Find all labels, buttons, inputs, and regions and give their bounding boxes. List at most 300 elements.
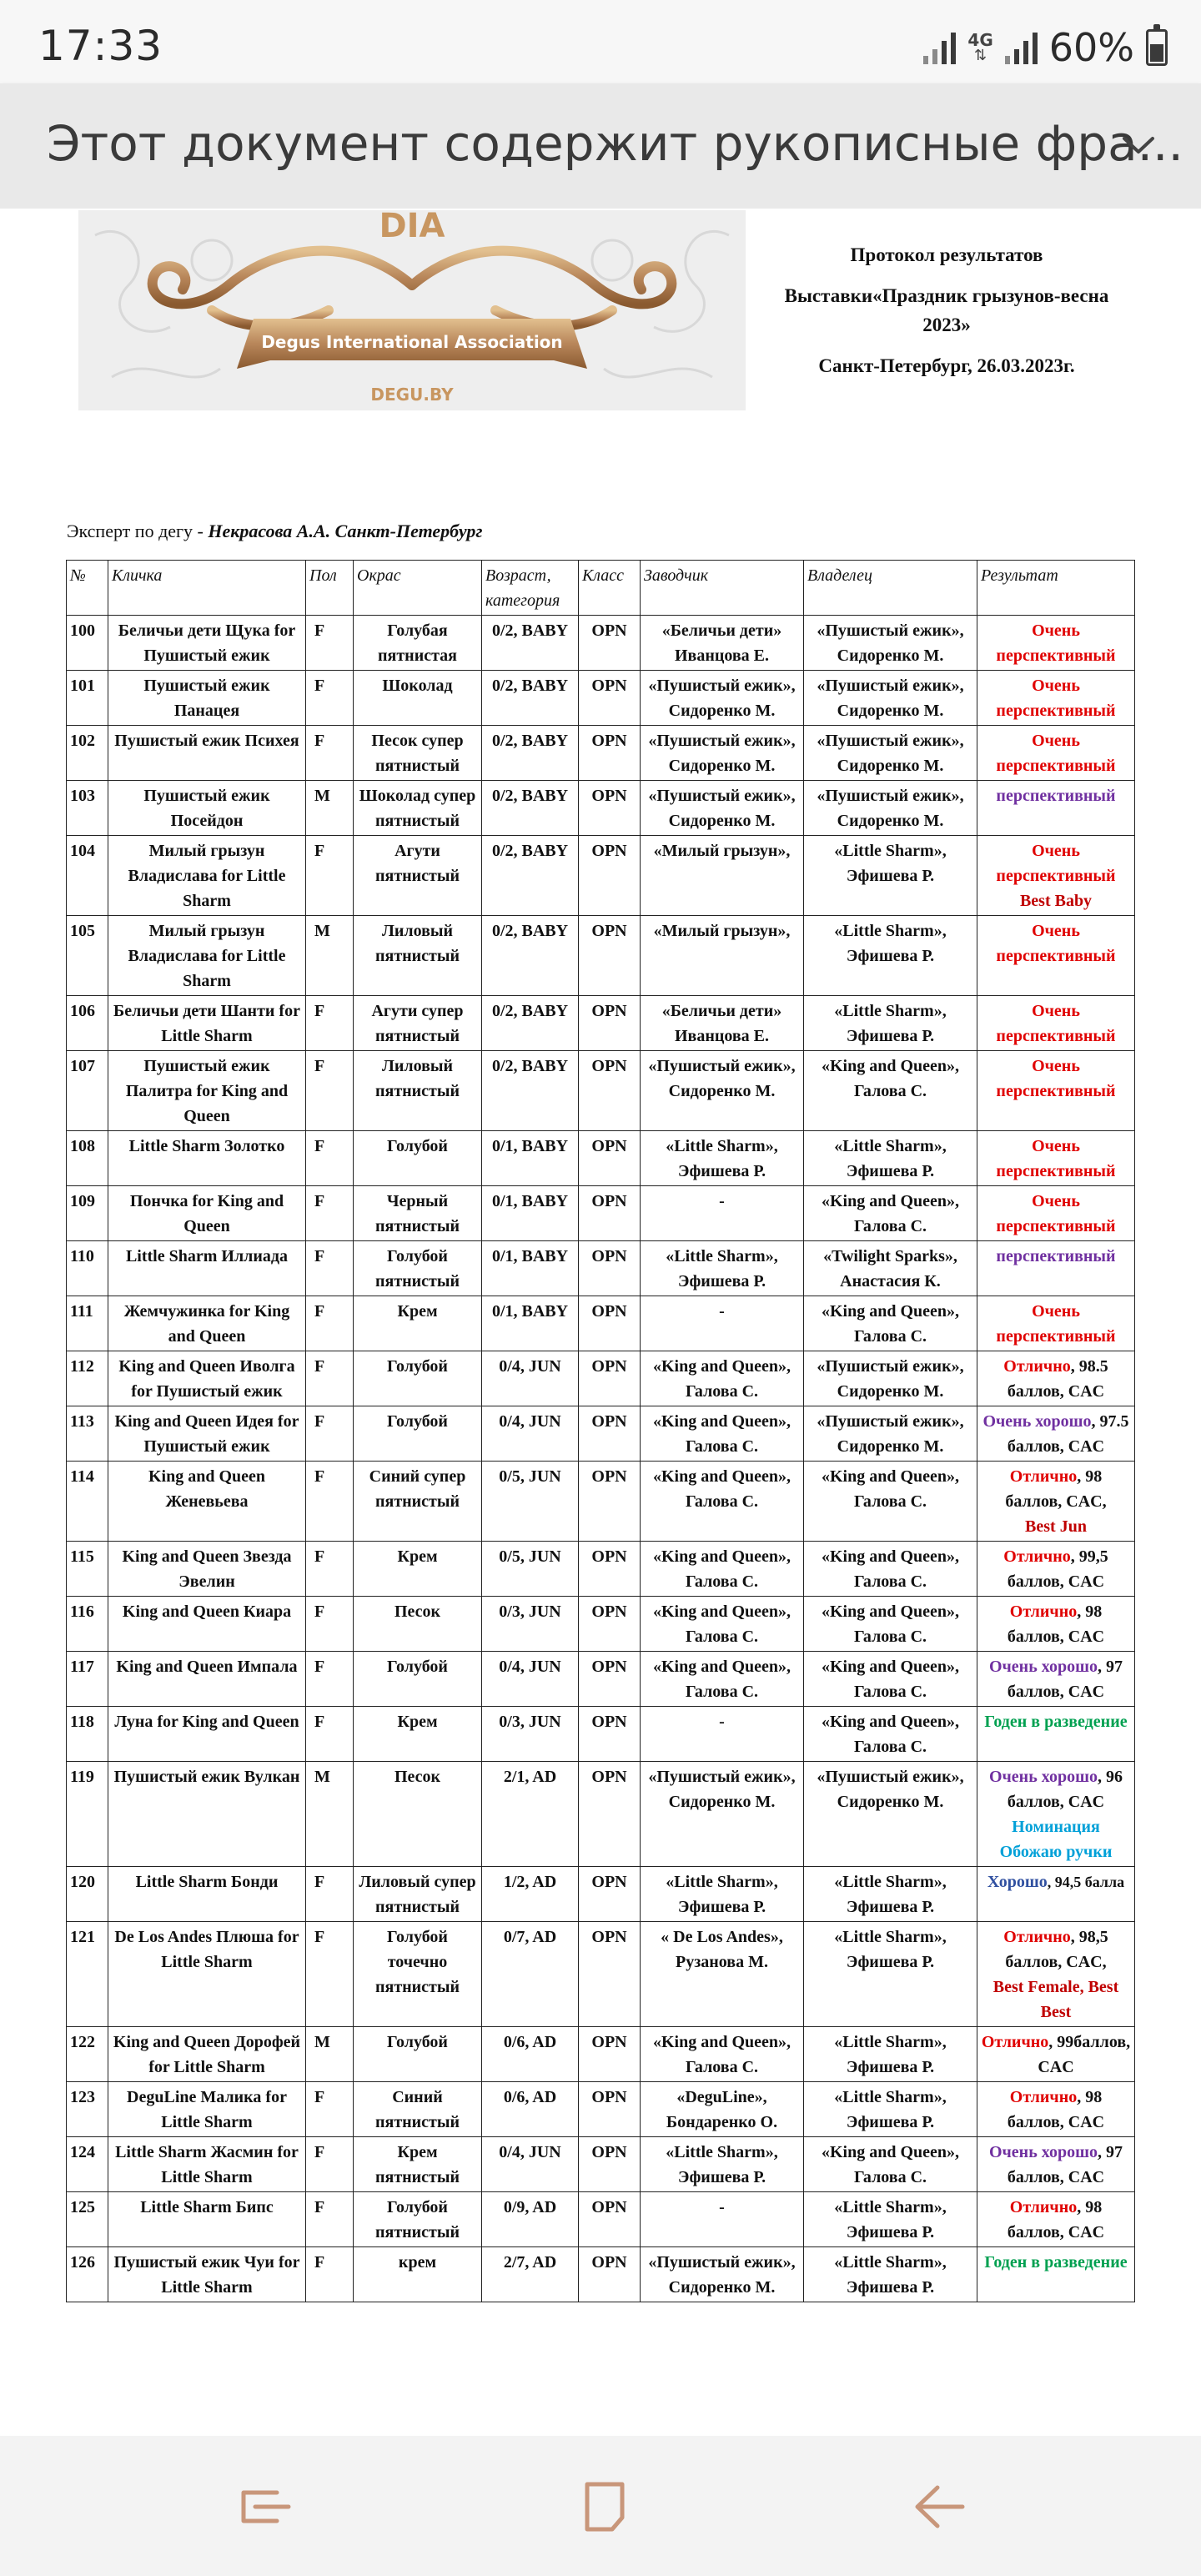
table-row [67,1241,1135,1296]
row-age: 0/2, BABY [482,996,579,1051]
row-name: Пушистый ежик Психея [108,726,306,781]
row-color: Крем пятнистый [354,2137,482,2192]
row-class: OPN [579,2192,641,2247]
table-row [67,2027,1135,2082]
row-class: OPN [579,996,641,1051]
result-segment: перспективный [996,1247,1116,1265]
table-row [67,2137,1135,2192]
row-class: OPN [579,1542,641,1597]
row-num: 124 [67,2137,108,2192]
row-sex: F [306,1707,354,1762]
row-num: 105 [67,916,108,996]
row-class: OPN [579,671,641,726]
row-age: 0/2, BABY [482,781,579,836]
table-row [67,1296,1135,1351]
result-segment: Очень перспективный [996,922,1116,965]
row-color: Лиловый пятнистый [354,916,482,996]
row-sex: M [306,916,354,996]
status-bar [0,0,1201,83]
row-age: 0/2, BABY [482,836,579,916]
result-segment: Отлично [1009,1602,1078,1621]
row-name: King and Queen Киара [108,1597,306,1652]
row-color: Агути пятнистый [354,836,482,916]
row-color: Лиловый пятнистый [354,1051,482,1131]
expert-name: Некрасова А.А. Санкт-Петербург [208,521,483,541]
header-line-2: Выставки«Праздник грызунов-весна [784,285,1109,306]
result-segment: , 99,5 баллов, CAC [1007,1547,1108,1591]
row-class: OPN [579,616,641,671]
result-segment: , 98 баллов, CAC [1007,2088,1105,2131]
row-num: 122 [67,2027,108,2082]
protocol-header [767,240,1126,380]
result-segment: , 98 баллов, CAC, [1005,1467,1107,1511]
row-age: 0/2, BABY [482,916,579,996]
table-row [67,836,1135,916]
row-breeder: «DeguLine», Бондаренко О. [641,2082,804,2137]
row-color: Песок супер пятнистый [354,726,482,781]
row-breeder: - [641,2192,804,2247]
row-breeder: « De Los Andes», Рузанова М. [641,1922,804,2027]
row-num: 100 [67,616,108,671]
row-breeder: «Пушистый ежик», Сидоренко М. [641,726,804,781]
row-breeder: «King and Queen», Галова С. [641,1597,804,1652]
row-sex: F [306,1241,354,1296]
battery-percent: 60% [1048,25,1134,70]
row-name: King and Queen Импала [108,1652,306,1707]
row-num: 107 [67,1051,108,1131]
table-row [67,2082,1135,2137]
row-age: 0/5, JUN [482,1462,579,1542]
row-name: Милый грызун Владислава for Little Sharm [108,916,306,996]
row-result [977,996,1135,1051]
row-age: 0/3, JUN [482,1707,579,1762]
row-breeder: «Милый грызун», [641,916,804,996]
row-color: Синий пятнистый [354,2082,482,2137]
row-owner: «Little Sharm», Эфишева Р. [804,1922,977,2027]
row-result [977,2027,1135,2082]
signal-icon-2 [1005,31,1038,64]
row-age: 0/3, JUN [482,1597,579,1652]
row-owner: «Little Sharm», Эфишева Р. [804,2247,977,2302]
row-result [977,726,1135,781]
result-segment: Отлично [1003,1547,1071,1566]
row-num: 109 [67,1186,108,1241]
row-sex: F [306,1597,354,1652]
row-sex: M [306,2027,354,2082]
recent-apps-icon[interactable] [229,2469,304,2544]
table-row [67,726,1135,781]
row-owner: «Twilight Sparks», Анастасия К. [804,1241,977,1296]
result-segment: , 97 баллов, CAC [1007,1658,1123,1701]
row-age: 0/1, BABY [482,1296,579,1351]
row-color: Песок [354,1597,482,1652]
row-age: 0/2, BABY [482,671,579,726]
row-color: Шоколад [354,671,482,726]
chevron-down-icon[interactable] [1109,117,1168,175]
table-row [67,1597,1135,1652]
row-age: 0/4, JUN [482,2137,579,2192]
row-class: OPN [579,1186,641,1241]
row-breeder: «King and Queen», Галова С. [641,2027,804,2082]
row-result [977,1186,1135,1241]
row-age: 0/6, AD [482,2027,579,2082]
table-row [67,2247,1135,2302]
row-name: King and Queen Иволга for Пушистый ежик [108,1351,306,1406]
row-result [977,1051,1135,1131]
row-class: OPN [579,2247,641,2302]
row-owner: «Little Sharm», Эфишева Р. [804,996,977,1051]
table-row [67,1707,1135,1762]
row-class: OPN [579,781,641,836]
row-age: 0/2, BABY [482,616,579,671]
row-class: OPN [579,1406,641,1462]
row-sex: M [306,781,354,836]
result-segment: Номинация Обожаю ручки [999,1818,1113,1861]
row-name: King and Queen Идея for Пушистый ежик [108,1406,306,1462]
row-breeder: «Пушистый ежик», Сидоренко М. [641,781,804,836]
row-breeder: «Пушистый ежик», Сидоренко М. [641,2247,804,2302]
result-segment: Best Female, Best Best [992,1978,1119,2021]
row-result [977,1296,1135,1351]
col-header-breeder: Заводчик [641,561,804,616]
row-owner: «King and Queen», Галова С. [804,1296,977,1351]
row-result [977,1406,1135,1462]
row-num: 101 [67,671,108,726]
row-num: 102 [67,726,108,781]
row-owner: «Little Sharm», Эфишева Р. [804,2192,977,2247]
row-result [977,916,1135,996]
row-sex: F [306,1652,354,1707]
row-age: 0/6, AD [482,2082,579,2137]
row-name: Little Sharm Бипс [108,2192,306,2247]
row-breeder: - [641,1296,804,1351]
table-row [67,996,1135,1051]
row-class: OPN [579,1597,641,1652]
row-age: 0/2, BABY [482,726,579,781]
row-sex: M [306,1762,354,1867]
row-breeder: «Пушистый ежик», Сидоренко М. [641,1051,804,1131]
row-color: Голубой точечно пятнистый [354,1922,482,2027]
result-segment: , 98 баллов, CAC [1007,2198,1105,2241]
row-age: 2/1, AD [482,1762,579,1867]
expert-label: Эксперт по дегу - [67,521,204,541]
row-breeder: «Пушистый ежик», Сидоренко М. [641,671,804,726]
row-owner: «Пушистый ежик», Сидоренко М. [804,1406,977,1462]
data-arrows-icon: ⇅ [974,47,987,64]
result-segment: Очень перспективный [996,1057,1116,1100]
row-color: Голубая пятнистая [354,616,482,671]
row-result [977,1241,1135,1296]
col-header-result: Результат [977,561,1135,616]
row-age: 0/1, BABY [482,1131,579,1186]
table-row [67,1652,1135,1707]
result-segment: Отлично [981,2033,1049,2051]
result-segment: Отлично [1009,1467,1078,1486]
row-color: Крем [354,1542,482,1597]
row-age: 0/2, BABY [482,1051,579,1131]
result-segment: Очень перспективный [996,1302,1116,1346]
row-num: 104 [67,836,108,916]
table-row [67,1462,1135,1542]
row-num: 118 [67,1707,108,1762]
result-segment: , 97 баллов, CAC [1007,2143,1123,2186]
row-breeder: «Милый грызун», [641,836,804,916]
row-name: King and Queen Звезда Эвелин [108,1542,306,1597]
result-segment: , 98 баллов, CAC [1007,1602,1105,1646]
result-segment: , 99баллов, CAC [1038,2033,1131,2076]
row-name: King and Queen Дорофей for Little Sharm [108,2027,306,2082]
result-segment: Очень перспективный [996,842,1116,885]
col-header-color: Окрас [354,561,482,616]
row-breeder: «King and Queen», Галова С. [641,1542,804,1597]
result-segment: Очень хорошо [988,1768,1098,1786]
result-segment: Очень хорошо [988,2143,1098,2161]
row-sex: F [306,1051,354,1131]
row-sex: F [306,1462,354,1542]
result-segment: Отлично [1003,1357,1071,1376]
row-result [977,1762,1135,1867]
row-name: Little Sharm Иллиада [108,1241,306,1296]
row-num: 126 [67,2247,108,2302]
row-sex: F [306,836,354,916]
row-color: Шоколад супер пятнистый [354,781,482,836]
status-indicators [923,25,1168,70]
result-segment: Best Jun [1025,1517,1087,1536]
row-age: 2/7, AD [482,2247,579,2302]
results-table [66,560,1135,2302]
row-name: De Los Andes Плюша for Little Sharm [108,1922,306,2027]
row-breeder: «King and Queen», Галова С. [641,1406,804,1462]
col-header-name: Кличка [108,561,306,616]
row-owner: «King and Queen», Галова С. [804,1652,977,1707]
row-result [977,1462,1135,1542]
result-segment: , 98.5 баллов, CAC [1007,1357,1108,1401]
row-owner: «King and Queen», Галова С. [804,1186,977,1241]
row-class: OPN [579,1131,641,1186]
row-color: Крем [354,1707,482,1762]
row-result [977,2192,1135,2247]
result-segment: Годен в разведение [984,1713,1128,1731]
network-type-label: 4G [967,30,993,50]
row-color: Голубой [354,1351,482,1406]
result-segment: Очень хорошо [988,1658,1098,1676]
row-owner: «Little Sharm», Эфишева Р. [804,916,977,996]
row-result [977,1597,1135,1652]
row-result [977,2137,1135,2192]
home-icon[interactable] [567,2469,642,2544]
result-segment: Best Baby [1019,892,1093,910]
row-name: Пушистый ежик Посейдон [108,781,306,836]
row-owner: «Little Sharm», Эфишева Р. [804,2027,977,2082]
row-result [977,1867,1135,1922]
result-segment: Очень перспективный [996,1192,1116,1235]
table-body [67,616,1135,2302]
logo-brand-text: DIA [379,210,445,245]
row-owner: «King and Queen», Галова С. [804,1707,977,1762]
row-result [977,2247,1135,2302]
row-color: Лиловый супер пятнистый [354,1867,482,1922]
row-breeder: «Беличьи дети» Иванцова Е. [641,616,804,671]
result-segment: Отлично [1009,2198,1078,2216]
row-num: 115 [67,1542,108,1597]
table-row [67,916,1135,996]
result-segment: Отлично [1009,2088,1078,2106]
row-name: Пушистый ежик Панацея [108,671,306,726]
result-segment: Очень перспективный [996,1002,1116,1045]
row-age: 0/7, AD [482,1922,579,2027]
row-breeder: «King and Queen», Галова С. [641,1462,804,1542]
result-segment: перспективный [996,787,1116,805]
row-class: OPN [579,1051,641,1131]
row-breeder: «Little Sharm», Эфишева Р. [641,1131,804,1186]
row-sex: F [306,2082,354,2137]
result-segment: Очень перспективный [996,621,1116,665]
result-segment: , 98,5 баллов, CAC, [1005,1928,1108,1971]
row-color: Голубой [354,1652,482,1707]
expert-line [67,521,482,542]
table-row [67,1867,1135,1922]
table-row [67,2192,1135,2247]
row-class: OPN [579,1707,641,1762]
row-sex: F [306,1131,354,1186]
row-owner: «Little Sharm», Эфишева Р. [804,2082,977,2137]
row-result [977,1131,1135,1186]
row-owner: «King and Queen», Галова С. [804,1051,977,1131]
row-color: Голубой [354,1406,482,1462]
row-class: OPN [579,1762,641,1867]
table-header-row [67,561,1135,616]
table-row [67,1542,1135,1597]
row-class: OPN [579,2082,641,2137]
row-breeder: «Беличьи дети» Иванцова Е. [641,996,804,1051]
row-age: 0/1, BABY [482,1186,579,1241]
col-header-age: Возраст, категория [482,561,579,616]
row-class: OPN [579,2027,641,2082]
row-name: Little Sharm Золотко [108,1131,306,1186]
result-segment: Хорошо [987,1873,1048,1891]
row-sex: F [306,1542,354,1597]
handwriting-notice-banner[interactable] [0,83,1201,209]
row-owner: «Пушистый ежик», Сидоренко М. [804,781,977,836]
row-breeder: «Little Sharm», Эфишева Р. [641,1867,804,1922]
row-owner: «King and Queen», Галова С. [804,2137,977,2192]
row-class: OPN [579,836,641,916]
row-num: 112 [67,1351,108,1406]
row-sex: F [306,1406,354,1462]
row-age: 0/9, AD [482,2192,579,2247]
row-name: Беличьи дети Щука for Пушистый ежик [108,616,306,671]
row-name: Пушистый ежик Чуи for Little Sharm [108,2247,306,2302]
header-line-4: Санкт-Петербург, 26.03.2023г. [818,355,1075,376]
row-sex: F [306,671,354,726]
row-breeder: - [641,1186,804,1241]
row-result [977,1922,1135,2027]
row-breeder: «King and Queen», Галова С. [641,1652,804,1707]
row-breeder: «Little Sharm», Эфишева Р. [641,2137,804,2192]
row-class: OPN [579,1241,641,1296]
row-name: King and Queen Женевьева [108,1462,306,1542]
row-color: Крем [354,1296,482,1351]
row-color: Голубой пятнистый [354,1241,482,1296]
row-result [977,1652,1135,1707]
row-sex: F [306,1186,354,1241]
result-segment: Годен в разведение [984,2253,1128,2272]
table-row [67,1131,1135,1186]
table-row [67,671,1135,726]
logo-ribbon-text: Degus International Association [261,332,563,352]
row-color: Синий супер пятнистый [354,1462,482,1542]
result-segment: , 96 баллов, CAC [1007,1768,1123,1811]
row-color: Черный пятнистый [354,1186,482,1241]
row-age: 0/4, JUN [482,1406,579,1462]
row-owner: «Little Sharm», Эфишева Р. [804,1867,977,1922]
row-num: 120 [67,1867,108,1922]
row-class: OPN [579,1922,641,2027]
row-num: 111 [67,1296,108,1351]
row-class: OPN [579,726,641,781]
row-num: 125 [67,2192,108,2247]
row-color: Голубой пятнистый [354,2192,482,2247]
row-age: 0/4, JUN [482,1652,579,1707]
row-name: DeguLine Малика for Little Sharm [108,2082,306,2137]
row-color: Голубой [354,2027,482,2082]
back-icon[interactable] [901,2469,976,2544]
row-num: 113 [67,1406,108,1462]
col-header-owner: Владелец [804,561,977,616]
row-owner: «Пушистый ежик», Сидоренко М. [804,1351,977,1406]
row-num: 117 [67,1652,108,1707]
table-row [67,1922,1135,2027]
row-owner: «King and Queen», Галова С. [804,1462,977,1542]
row-age: 1/2, AD [482,1867,579,1922]
header-line-1: Протокол результатов [850,244,1043,265]
result-segment: Очень перспективный [996,677,1116,720]
row-result [977,1542,1135,1597]
row-num: 106 [67,996,108,1051]
row-owner: «King and Queen», Галова С. [804,1542,977,1597]
row-num: 103 [67,781,108,836]
row-age: 0/1, BABY [482,1241,579,1296]
row-sex: F [306,1296,354,1351]
row-age: 0/5, JUN [482,1542,579,1597]
row-breeder: «Пушистый ежик», Сидоренко М. [641,1762,804,1867]
result-segment: Отлично [1003,1928,1071,1946]
table-row [67,1762,1135,1867]
row-result [977,2082,1135,2137]
row-sex: F [306,2247,354,2302]
row-owner: «Little Sharm», Эфишева Р. [804,836,977,916]
result-segment: Очень перспективный [996,1137,1116,1180]
row-name: Пончка for King and Queen [108,1186,306,1241]
row-result [977,1707,1135,1762]
logo-site-text: DEGU.BY [370,385,454,405]
table-row [67,1406,1135,1462]
table-row [67,616,1135,671]
row-age: 0/4, JUN [482,1351,579,1406]
row-owner: «Little Sharm», Эфишева Р. [804,1131,977,1186]
result-segment: , 94,5 балла [1047,1874,1125,1890]
row-owner: «Пушистый ежик», Сидоренко М. [804,671,977,726]
status-time: 17:33 [38,22,163,70]
row-num: 123 [67,2082,108,2137]
col-header-num: № [67,561,108,616]
row-name: Little Sharm Бонди [108,1867,306,1922]
col-header-class: Класс [579,561,641,616]
row-result [977,616,1135,671]
row-result [977,671,1135,726]
row-class: OPN [579,1351,641,1406]
row-num: 110 [67,1241,108,1296]
